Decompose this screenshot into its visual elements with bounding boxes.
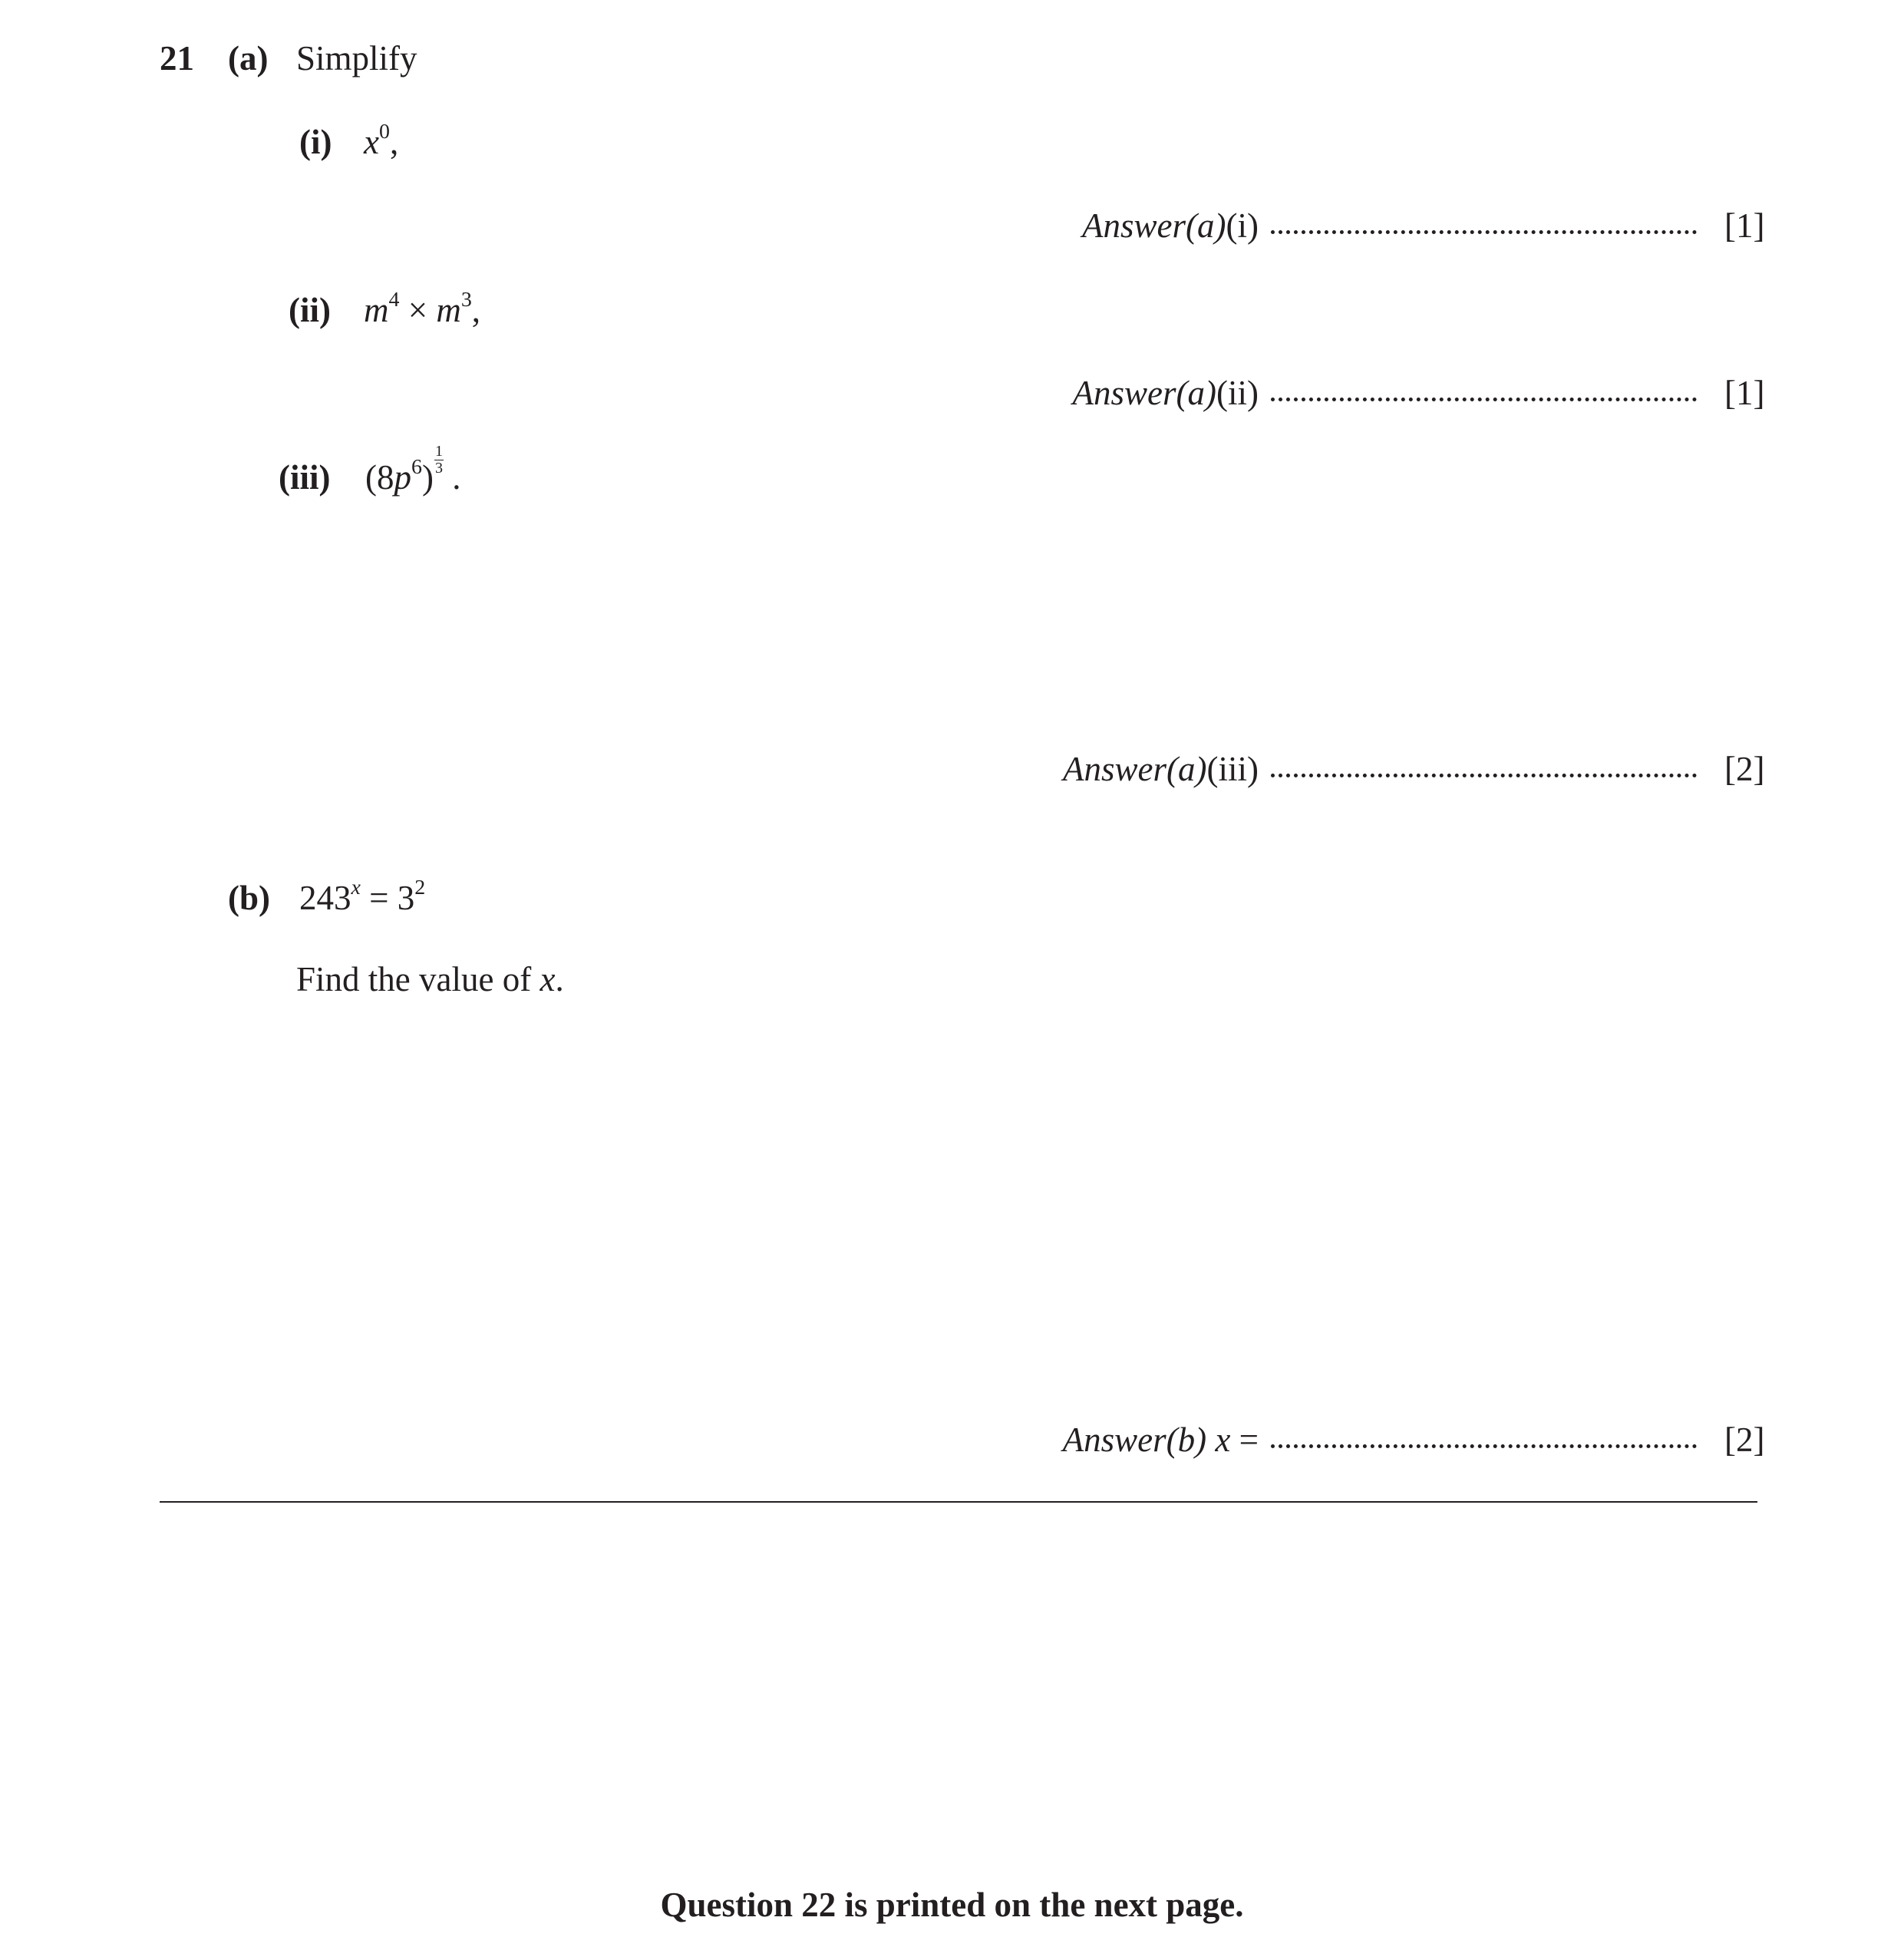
item-ii-label: (ii): [289, 291, 331, 329]
mark-allocation: [1]: [1724, 206, 1765, 245]
answer-dotted-line[interactable]: [1271, 393, 1697, 401]
fraction-exponent: $\frac{1}{3}$: [434, 443, 443, 477]
section-divider: [160, 1501, 1757, 1503]
footer-note: Question 22 is printed on the next page.: [660, 1886, 1244, 1924]
answer-dotted-line[interactable]: [1271, 226, 1697, 234]
mark-allocation: [2]: [1724, 750, 1765, 788]
answer-label: Answer(a)(iii): [1063, 750, 1259, 788]
item-i-base: x: [364, 123, 379, 161]
item-iii-label: (iii): [279, 458, 331, 497]
answer-label: Answer(a)(i): [1082, 206, 1259, 245]
answer-label: Answer(a)(ii): [1072, 374, 1259, 412]
answer-dotted-line[interactable]: [1271, 769, 1697, 777]
mark-allocation: [1]: [1724, 374, 1765, 412]
item-i-exponent: 0: [378, 119, 390, 144]
item-i-label: (i): [299, 123, 332, 161]
multiply-sign: ×: [408, 291, 428, 329]
question-number: 21: [160, 39, 194, 78]
answer-line-a-i[interactable]: [1044, 206, 1765, 245]
item-ii-expression: $m^4 \times m^3$,: [364, 287, 481, 329]
item-i-expression: [364, 119, 399, 161]
part-a-instruction: Simplify: [296, 39, 417, 78]
part-b-equation: $243^x = 3^2$: [299, 875, 426, 917]
answer-dotted-line[interactable]: [1271, 1440, 1697, 1448]
part-b-label: (b): [228, 879, 270, 917]
answer-line-a-iii[interactable]: [1044, 750, 1765, 788]
item-i-tail: ,: [389, 123, 399, 161]
item-iii-expression: $(8p^6)$ $\frac{1}{3}$ .: [365, 443, 461, 497]
part-b-prompt: Find the value of x.: [296, 960, 564, 998]
answer-line-b[interactable]: [1044, 1421, 1765, 1459]
part-a-label: (a): [228, 39, 269, 78]
mark-allocation: [2]: [1724, 1421, 1765, 1459]
answer-line-a-ii[interactable]: [1044, 374, 1765, 412]
answer-label: Answer(b) x =: [1062, 1421, 1259, 1459]
